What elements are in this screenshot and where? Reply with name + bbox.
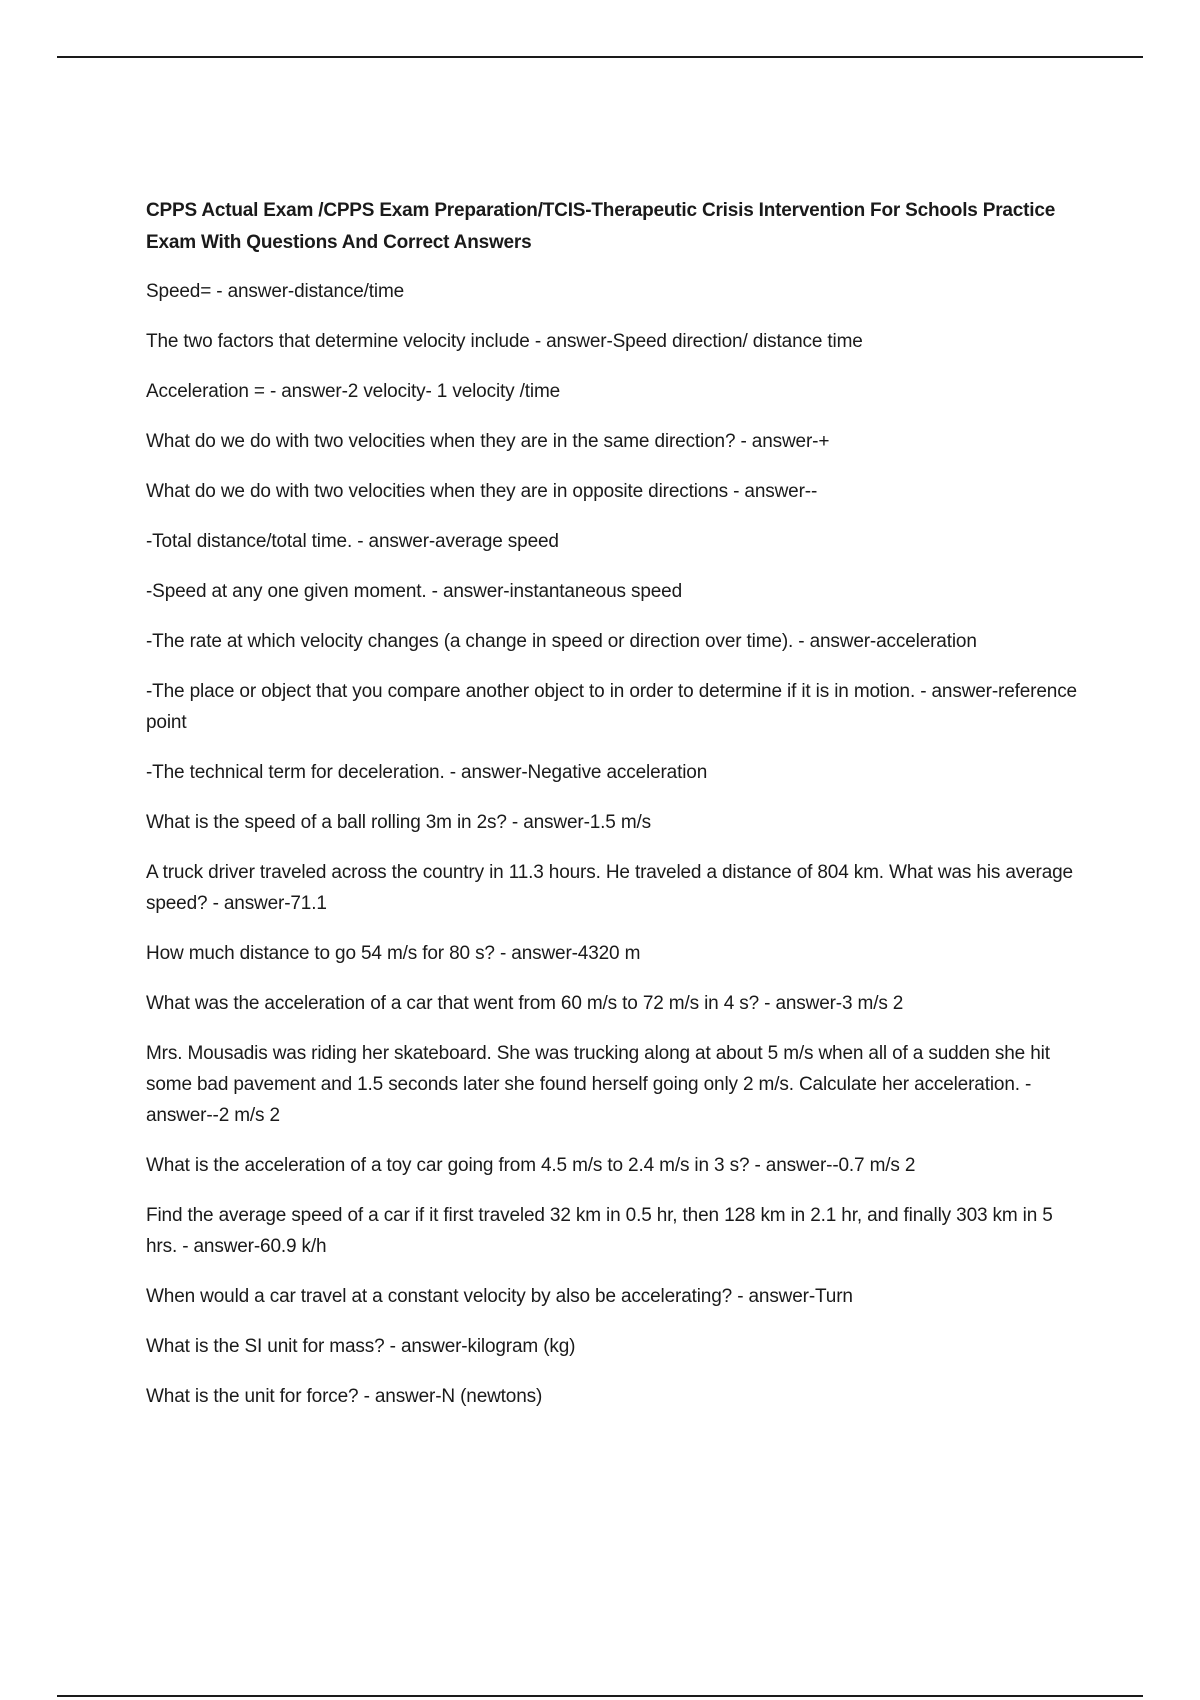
qa-item-14: What was the acceleration of a car that went from 60 m/s to 72 m/s in 4 s? - answer-3 m/s 2 xyxy=(146,993,904,1014)
qa-item-1: Speed= - answer-distance/time xyxy=(146,281,405,302)
qa-item-18: When would a car travel at a constant velocity by also be accelerating? - answer-Turn xyxy=(146,1286,853,1307)
qa-item-19: What is the SI unit for mass? - answer-kilogram (kg) xyxy=(146,1336,576,1357)
qa-item-20: What is the unit for force? - answer-N (newtons) xyxy=(146,1386,543,1407)
qa-item-17: Find the average speed of a car if it first traveled 32 km in 0.5 hr, then 128 km in 2.1 hr, and finally 303 km in 5 hrs. - answer-60.9 k/h xyxy=(146,1205,1053,1257)
qa-item-13: How much distance to go 54 m/s for 80 s? - answer-4320 m xyxy=(146,943,641,964)
qa-item-11: What is the speed of a ball rolling 3m in 2s? - answer-1.5 m/s xyxy=(146,812,651,833)
qa-item-7: -Speed at any one given moment. - answer-instantaneous speed xyxy=(146,581,682,602)
qa-item-15: Mrs. Mousadis was riding her skateboard. She was trucking along at about 5 m/s when all of a sudden she hit some bad pavement and 1.5 seconds later she found herself going only 2 m/s. Calculate her acceleration. - answer--2 m/s 2 xyxy=(146,1043,1050,1126)
document-body xyxy=(146,195,1086,1431)
document-title: CPPS Actual Exam /CPPS Exam Preparation/TCIS-Therapeutic Crisis Intervention For Schools Practice Exam With Questions And Correct Answers xyxy=(146,200,1056,253)
qa-item-3: Acceleration = - answer-2 velocity- 1 velocity /time xyxy=(146,381,561,402)
qa-item-12: A truck driver traveled across the country in 11.3 hours. He traveled a distance of 804 km. What was his average speed? - answer-71.1 xyxy=(146,862,1073,914)
bottom-rule xyxy=(57,1695,1143,1697)
qa-list xyxy=(146,276,1086,1412)
qa-item-2: The two factors that determine velocity include - answer-Speed direction/ distance time xyxy=(146,331,863,352)
qa-item-9: -The place or object that you compare another object to in order to determine if it is in motion. - answer-reference point xyxy=(146,681,1077,733)
qa-item-5: What do we do with two velocities when they are in opposite directions - answer-- xyxy=(146,481,818,502)
qa-item-16: What is the acceleration of a toy car going from 4.5 m/s to 2.4 m/s in 3 s? - answer--0.7 m/s 2 xyxy=(146,1155,916,1176)
qa-item-8: -The rate at which velocity changes (a change in speed or direction over time). - answer-acceleration xyxy=(146,631,977,652)
top-rule xyxy=(57,56,1143,58)
qa-item-4: What do we do with two velocities when they are in the same direction? - answer-+ xyxy=(146,431,830,452)
qa-item-6: -Total distance/total time. - answer-average speed xyxy=(146,531,559,552)
qa-item-10: -The technical term for deceleration. - answer-Negative acceleration xyxy=(146,762,708,783)
